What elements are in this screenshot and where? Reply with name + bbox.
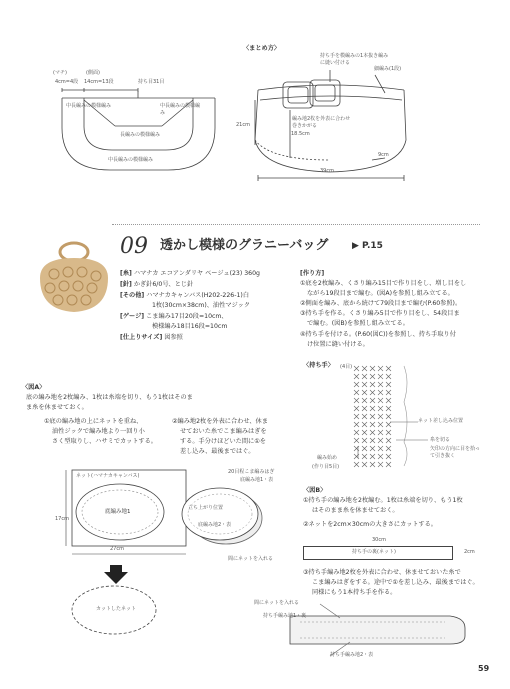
other-value-1: ハマナカキャンバス(H202-226-1)白 [146, 292, 250, 299]
dim-2cm: 2cm [464, 549, 475, 555]
fig-a-c2-base2: 底編み地2・表 [198, 522, 232, 528]
yarn-value: ハマナカ エコアンダリヤ ベージュ(23) 360g [133, 270, 260, 277]
needle-value: かぎ針6/0号、とじ針 [133, 281, 194, 288]
dim-9cm: 9cm [378, 152, 389, 158]
size-label: [仕上りサイズ] [120, 334, 163, 341]
foundation-note: (作り目5目) [312, 464, 340, 470]
fig-a-intro-1: 底の編み地を2枚編み、1枚は糸端を切り、もう1枚はそのま [26, 394, 193, 401]
howto-label: [作り方] [300, 270, 325, 277]
page-reference-link[interactable]: ▶ P.15 [352, 241, 383, 251]
fig-a-step1-a: ①底の編み地の上にネットを重ね、 [44, 418, 143, 425]
fig-b-handle2: 持ち手編み地2・表 [330, 652, 374, 658]
long-stitch-pattern-label: 長編みの模様編み [120, 132, 161, 138]
chu-long-bottom-label: 中長編みの模様編み [108, 157, 154, 163]
fig-b-handle1: 持ち手編み地1・裏 [263, 613, 307, 619]
howto-step3-a: ③持ち手を作る。くさり編み5目で作り目をし、54段目ま [300, 310, 460, 317]
howto-step4-a: ④持ち手を付ける。(P.60(図C))を参照し、持ち手取り付 [300, 331, 456, 338]
side-label-side-rows: 14cm=13段 [84, 79, 114, 85]
handle-rows-label: 持ち目31目 [138, 79, 165, 85]
dim-30cm: 30cm [372, 537, 386, 543]
needle-label: [針] [120, 281, 132, 288]
bag-photo [34, 238, 114, 318]
fig-b-step2: ②ネットを2cm×30cmの大きさにカットする。 [303, 521, 437, 528]
other-label: [その他] [120, 292, 145, 299]
dim-39cm: 39cm [320, 168, 334, 174]
fig-a-label: 〈図A〉 [22, 384, 46, 391]
gauge-value-1: こま編み17目20段=10cm、 [146, 313, 228, 320]
fig-a-c2-inside: 立ち上がり位置 [188, 505, 224, 511]
dim-18-5cm: 18.5cm [291, 131, 310, 137]
handle-chart-label: 〈持ち手〉 [303, 362, 334, 369]
howto-step3-b: で編む。(図B)を参照し組み立てる。 [307, 320, 409, 327]
start-note: 編み始め [317, 455, 338, 461]
dim-21cm: 21cm [236, 122, 250, 128]
fig-b-net-in: 間にネットを入れる [254, 600, 300, 606]
chu-long-stitch-label-right: 中長編みの模様編み [160, 103, 201, 116]
howto-step1-b: ながら19段目まで編む。(図A)を参照し組み立てる。 [307, 290, 454, 297]
size-value: 図参照 [164, 334, 183, 341]
chu-long-stitch-label: 中長編みの模様編み [66, 103, 112, 109]
page-number: 59 [478, 664, 490, 673]
callout-whip-stitch: 編み地2枚を外表に合わせ巻きかがる [292, 116, 351, 129]
net-insert-note: ネット差し込み位置 [418, 418, 464, 424]
pattern-number: 09 [120, 234, 148, 259]
fig-b-step1-a: ①持ち手の編み地を2枚編む。1枚は糸端を切り、もう1枚 [303, 497, 463, 504]
handle-chart-rows-note: (4目) [340, 364, 353, 370]
other-value-2: 1枚(30cm×38cm)、油性マジック [152, 302, 251, 309]
side-label-side: (側面) [86, 70, 100, 76]
fig-b-label: 〈図B〉 [303, 487, 327, 494]
matome-label: 〈まとめ方〉 [243, 45, 281, 52]
handle-strip-label: 持ち手の裏(ネット) [352, 549, 396, 555]
fig-a-step1-c: さく型取りし、ハサミでカットする。 [52, 438, 157, 445]
base-piece-1-label: 底編み地1 [105, 509, 131, 515]
cut-yarn-note: 糸を切る [430, 437, 451, 443]
dim-17cm: 17cm [55, 516, 69, 522]
fig-a-intro-2: ま糸を休ませておく。 [26, 404, 88, 411]
fig-a-step2-b: せておいた糸でこま編みはぎを [180, 428, 267, 435]
yarn-label: [糸] [120, 270, 132, 277]
cut-net-label: カットしたネット [96, 606, 136, 612]
title-divider [112, 224, 480, 225]
fig-a-c2-note3: 間にネットを入れる [228, 556, 274, 562]
gauge-value-2: 模様編み18目16段=10cm [152, 323, 228, 330]
fig-a-step2-c: する。手分けほどいた間に①を [180, 438, 266, 445]
howto-step2: ②側面を編み、底から続けて79段目まで編む(P.60参照)。 [300, 300, 462, 307]
callout-single-crochet: 細編み(1段) [374, 66, 402, 72]
fig-a-step2-d: 差し込み、最後まではぐ。 [180, 448, 255, 455]
gauge-label: [ゲージ] [120, 313, 145, 320]
side-label-gusset-rows: 4cm=4段 [55, 79, 79, 85]
pattern-title: 透かし模様のグラニーバッグ [160, 238, 329, 253]
fig-a-step2-a: ②編み地2枚を外表に合わせ、休ま [172, 418, 268, 425]
net-canvas-label: ネット(ハマナカキャンバス) [76, 473, 140, 479]
howto-step4-b: け位置に縫い付ける。 [307, 341, 369, 348]
fig-b-step3-b: こま編みはぎをする。途中で①を差し込み、最後まではぐ。 [312, 579, 479, 586]
side-label-gusset: (マチ) [53, 70, 67, 76]
fig-b-step3-a: ③持ち手編み地2枚を外表に合わせ、休ませておいた糸で [303, 569, 461, 576]
fig-a-c2-note2: 底編み地1・表 [240, 477, 274, 483]
pick-up-note: 矢印の方向に目を拾って引き抜く [430, 446, 481, 459]
fig-a-c2-note1: 20目程こま編みはぎ [228, 469, 275, 475]
howto-step1-a: ①底を2枚編み、くさり編み15目で作り目をし、増し目をし [300, 280, 467, 287]
fig-a-step1-b: 油性ジックで編み地より一回り小 [52, 428, 145, 435]
dim-27cm: 27cm [110, 546, 124, 552]
callout-handle-attach: 持ち手を模編みの1本抜き編みに縫い付ける [320, 53, 389, 66]
chart-leader-lines [330, 414, 430, 464]
fig-b-step3-c: 同様にもう1本持ち手を作る。 [312, 589, 397, 596]
fig-b-step1-b: はそのまま糸を休ませておく。 [312, 507, 399, 514]
